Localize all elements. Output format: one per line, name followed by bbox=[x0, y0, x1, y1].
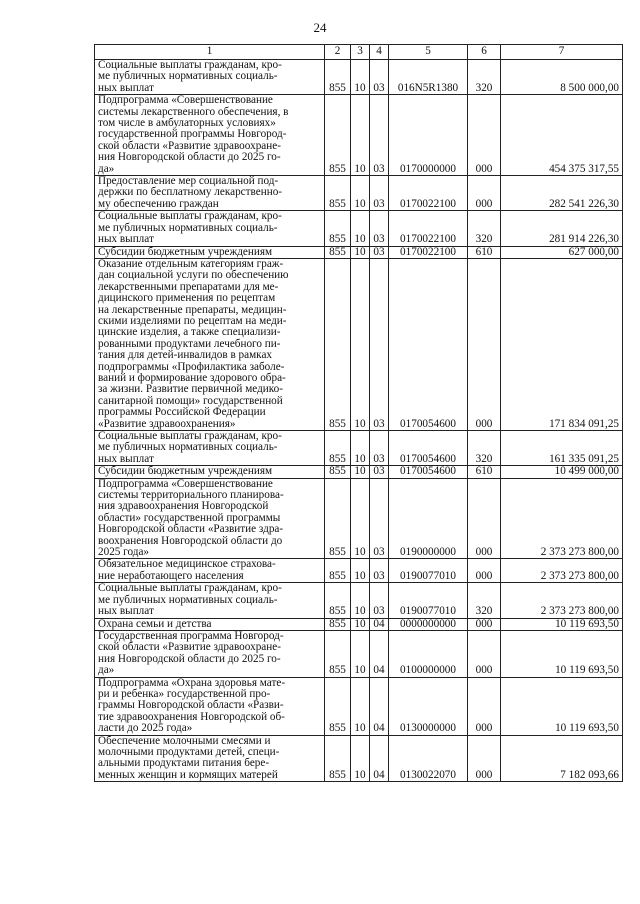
row-csr: 0100000000 bbox=[389, 630, 468, 677]
row-pr: 03 bbox=[370, 431, 389, 466]
row-name-line: ных выплат bbox=[98, 81, 154, 94]
row-sum: 10 499 000,00 bbox=[501, 466, 623, 478]
row-name bbox=[95, 246, 325, 258]
row-name-line: программы Российской Федерации bbox=[98, 406, 266, 419]
row-name-line: «Развитие здравоохранения» bbox=[98, 417, 236, 430]
row-name bbox=[95, 478, 325, 559]
row-sum: 171 834 091,25 bbox=[501, 258, 623, 430]
row-name-line: да» bbox=[98, 664, 115, 677]
row-name-line: ных выплат bbox=[98, 605, 154, 618]
row-ved: 855 bbox=[325, 735, 351, 782]
row-pr: 03 bbox=[370, 176, 389, 211]
row-name-line: Подпрограмма «Совершенствование bbox=[98, 94, 273, 107]
row-vr: 320 bbox=[468, 583, 501, 618]
row-name-line: Социальные выплаты гражданам, кро- bbox=[98, 430, 282, 442]
row-rz: 10 bbox=[351, 583, 370, 618]
row-vr: 000 bbox=[468, 630, 501, 677]
row-name-line: лекарственными препаратами для ме- bbox=[98, 280, 279, 293]
row-ved: 855 bbox=[325, 246, 351, 258]
row-csr: 0130000000 bbox=[389, 677, 468, 735]
table-row bbox=[95, 258, 623, 430]
column-header: 3 bbox=[351, 45, 370, 60]
row-sum: 8 500 000,00 bbox=[501, 60, 623, 95]
row-rz: 10 bbox=[351, 211, 370, 246]
row-name-line: Подпрограмма «Охрана здоровья мате- bbox=[98, 676, 286, 689]
row-vr: 000 bbox=[468, 618, 501, 630]
row-name-line: ме публичных нормативных социаль- bbox=[98, 221, 278, 234]
row-pr: 04 bbox=[370, 618, 389, 630]
table-row bbox=[95, 618, 623, 630]
row-name bbox=[95, 583, 325, 618]
row-name-line: альными продуктами питания бере- bbox=[98, 757, 270, 770]
row-name-line: ской области «Развитие здравоохране- bbox=[98, 139, 281, 152]
row-csr: 0000000000 bbox=[389, 618, 468, 630]
row-pr: 03 bbox=[370, 60, 389, 95]
column-header: 7 bbox=[501, 45, 623, 60]
column-header: 2 bbox=[325, 45, 351, 60]
row-csr: 0190077010 bbox=[389, 559, 468, 583]
row-name-line: ния Новгородской области до 2025 го- bbox=[98, 151, 281, 164]
row-name bbox=[95, 211, 325, 246]
row-vr: 000 bbox=[468, 677, 501, 735]
row-rz: 10 bbox=[351, 246, 370, 258]
row-sum: 10 119 693,50 bbox=[501, 618, 623, 630]
row-name-line: системы территориального планирова- bbox=[98, 489, 284, 502]
row-vr: 320 bbox=[468, 211, 501, 246]
row-name-line: Подпрограмма «Совершенствование bbox=[98, 477, 273, 490]
row-ved: 855 bbox=[325, 630, 351, 677]
row-name-line: Субсидии бюджетным учреждениям bbox=[98, 465, 273, 478]
row-pr: 03 bbox=[370, 95, 389, 176]
row-name-line: ваний и формирование здорового обра- bbox=[98, 371, 286, 384]
row-csr: 0170022100 bbox=[389, 176, 468, 211]
row-sum: 281 914 226,30 bbox=[501, 211, 623, 246]
page-number: 24 bbox=[313, 20, 327, 35]
table-row bbox=[95, 60, 623, 95]
row-name-line: держки по бесплатному лекарственно- bbox=[98, 186, 283, 199]
row-name bbox=[95, 431, 325, 466]
row-csr: 0190000000 bbox=[389, 478, 468, 559]
row-pr: 04 bbox=[370, 630, 389, 677]
row-csr: 0190077010 bbox=[389, 583, 468, 618]
row-name-line: ри и ребенка» государственной про- bbox=[98, 687, 271, 700]
table-row bbox=[95, 583, 623, 618]
table-row bbox=[95, 431, 623, 466]
row-sum: 10 119 693,50 bbox=[501, 630, 623, 677]
row-rz: 10 bbox=[351, 618, 370, 630]
row-sum: 2 373 273 800,00 bbox=[501, 583, 623, 618]
row-csr: 0170054600 bbox=[389, 431, 468, 466]
row-name-line: Оказание отдельным категориям граж- bbox=[98, 257, 284, 270]
row-name bbox=[95, 630, 325, 677]
row-name-line: рованными продуктами лечебного пи- bbox=[98, 337, 281, 350]
row-sum: 161 335 091,25 bbox=[501, 431, 623, 466]
row-name-line: Обязательное медицинское страхова- bbox=[98, 558, 276, 571]
row-name-line: системы лекарственного обеспечения, в bbox=[98, 105, 289, 118]
row-vr: 320 bbox=[468, 60, 501, 95]
row-sum: 7 182 093,66 bbox=[501, 735, 623, 782]
row-sum: 10 119 693,50 bbox=[501, 677, 623, 735]
table-row bbox=[95, 176, 623, 211]
row-name bbox=[95, 559, 325, 583]
row-csr: 0170054600 bbox=[389, 258, 468, 430]
row-name-line: Государственная программа Новгород- bbox=[98, 629, 284, 642]
row-name-line: Субсидии бюджетным учреждениям bbox=[98, 245, 273, 258]
row-name-line: да» bbox=[98, 162, 115, 175]
column-header: 4 bbox=[370, 45, 389, 60]
row-name-line: за жизни. Развитие первичной медико- bbox=[98, 383, 283, 396]
row-csr: 0170022100 bbox=[389, 211, 468, 246]
row-name-line: ласти до 2025 года» bbox=[98, 722, 193, 735]
row-pr: 03 bbox=[370, 583, 389, 618]
row-name-line: Новгородской области «Развитие здра- bbox=[98, 523, 284, 536]
row-name-line: менных женщин и кормящих матерей bbox=[98, 768, 278, 781]
row-pr: 03 bbox=[370, 478, 389, 559]
row-name-line: му обеспечению граждан bbox=[98, 197, 219, 210]
table-row bbox=[95, 246, 623, 258]
row-rz: 10 bbox=[351, 466, 370, 478]
row-rz: 10 bbox=[351, 60, 370, 95]
row-csr: 0170000000 bbox=[389, 95, 468, 176]
row-vr: 000 bbox=[468, 95, 501, 176]
row-ved: 855 bbox=[325, 211, 351, 246]
column-header: 5 bbox=[389, 45, 468, 60]
row-name-line: ных выплат bbox=[98, 233, 154, 246]
row-name-line: Предоставление мер социальной под- bbox=[98, 175, 279, 188]
row-ved: 855 bbox=[325, 60, 351, 95]
row-vr: 000 bbox=[468, 478, 501, 559]
row-name bbox=[95, 176, 325, 211]
row-name-line: области» государственной программы bbox=[98, 511, 281, 524]
row-ved: 855 bbox=[325, 258, 351, 430]
row-rz: 10 bbox=[351, 630, 370, 677]
row-vr: 000 bbox=[468, 559, 501, 583]
row-name-line: тие здравоохранения Новгородской об- bbox=[98, 710, 285, 723]
table-row bbox=[95, 677, 623, 735]
row-sum: 2 373 273 800,00 bbox=[501, 478, 623, 559]
row-name-line: дан социальной услуги по обеспечению bbox=[98, 269, 289, 282]
row-name-line: Охрана семьи и детства bbox=[98, 617, 212, 630]
row-name-line: ме публичных нормативных социаль- bbox=[98, 441, 278, 454]
row-ved: 855 bbox=[325, 466, 351, 478]
row-rz: 10 bbox=[351, 559, 370, 583]
budget-table bbox=[94, 44, 623, 782]
row-pr: 03 bbox=[370, 211, 389, 246]
row-pr: 04 bbox=[370, 735, 389, 782]
row-ved: 855 bbox=[325, 559, 351, 583]
row-name-line: ской области «Развитие здравоохране- bbox=[98, 641, 281, 654]
row-vr: 610 bbox=[468, 246, 501, 258]
row-name bbox=[95, 60, 325, 95]
row-ved: 855 bbox=[325, 618, 351, 630]
row-name-line: ния Новгородской области до 2025 го- bbox=[98, 652, 281, 665]
row-ved: 855 bbox=[325, 431, 351, 466]
row-ved: 855 bbox=[325, 583, 351, 618]
row-pr: 03 bbox=[370, 258, 389, 430]
row-name-line: государственной программы Новгород- bbox=[98, 128, 287, 141]
table-row bbox=[95, 559, 623, 583]
table-header-row bbox=[95, 45, 623, 60]
row-name bbox=[95, 466, 325, 478]
table-row bbox=[95, 478, 623, 559]
row-name bbox=[95, 95, 325, 176]
row-csr: 0130022070 bbox=[389, 735, 468, 782]
row-rz: 10 bbox=[351, 677, 370, 735]
row-ved: 855 bbox=[325, 95, 351, 176]
row-rz: 10 bbox=[351, 478, 370, 559]
column-header: 6 bbox=[468, 45, 501, 60]
row-name-line: цинские изделия, а также специализи- bbox=[98, 326, 281, 339]
row-rz: 10 bbox=[351, 431, 370, 466]
row-name-line: тания для детей-инвалидов в рамках bbox=[98, 349, 273, 362]
row-name-line: ме публичных нормативных социаль- bbox=[98, 593, 278, 606]
row-name-line: граммы Новгородской области «Разви- bbox=[98, 699, 284, 712]
row-sum: 627 000,00 bbox=[501, 246, 623, 258]
row-name-line: молочными продуктами детей, специ- bbox=[98, 745, 280, 758]
row-csr: 0170022100 bbox=[389, 246, 468, 258]
row-name-line: ние неработающего населения bbox=[98, 569, 244, 582]
row-vr: 000 bbox=[468, 735, 501, 782]
row-csr: 016N5R1380 bbox=[389, 60, 468, 95]
table-row bbox=[95, 630, 623, 677]
row-name-line: 2025 года» bbox=[98, 546, 150, 559]
row-pr: 04 bbox=[370, 677, 389, 735]
row-sum: 454 375 317,55 bbox=[501, 95, 623, 176]
row-vr: 000 bbox=[468, 176, 501, 211]
column-header: 1 bbox=[95, 45, 325, 60]
row-rz: 10 bbox=[351, 258, 370, 430]
row-pr: 03 bbox=[370, 466, 389, 478]
row-ved: 855 bbox=[325, 176, 351, 211]
row-rz: 10 bbox=[351, 176, 370, 211]
row-name-line: ных выплат bbox=[98, 452, 154, 465]
row-name bbox=[95, 618, 325, 630]
row-name-line: скими изделиями по рецептам на меди- bbox=[98, 314, 287, 327]
row-vr: 320 bbox=[468, 431, 501, 466]
row-sum: 2 373 273 800,00 bbox=[501, 559, 623, 583]
row-name-line: воохранения Новгородской области до bbox=[98, 534, 283, 547]
row-pr: 03 bbox=[370, 246, 389, 258]
row-name-line: ния здравоохранения Новгородской bbox=[98, 500, 269, 513]
row-vr: 610 bbox=[468, 466, 501, 478]
row-ved: 855 bbox=[325, 677, 351, 735]
row-name-line: Социальные выплаты гражданам, кро- bbox=[98, 59, 282, 71]
row-name bbox=[95, 677, 325, 735]
row-name-line: санитарной помощи» государственной bbox=[98, 394, 283, 407]
row-ved: 855 bbox=[325, 478, 351, 559]
row-name-line: ме публичных нормативных социаль- bbox=[98, 70, 278, 83]
table-row bbox=[95, 95, 623, 176]
row-rz: 10 bbox=[351, 95, 370, 176]
row-name bbox=[95, 258, 325, 430]
row-sum: 282 541 226,30 bbox=[501, 176, 623, 211]
row-rz: 10 bbox=[351, 735, 370, 782]
row-vr: 000 bbox=[468, 258, 501, 430]
row-name-line: Социальные выплаты гражданам, кро- bbox=[98, 582, 282, 595]
row-name-line: подпрограммы «Профилактика заболе- bbox=[98, 360, 285, 373]
table-row bbox=[95, 735, 623, 782]
table-row bbox=[95, 466, 623, 478]
row-pr: 03 bbox=[370, 559, 389, 583]
row-name-line: Социальные выплаты гражданам, кро- bbox=[98, 210, 282, 223]
row-name-line: на лекарственные препараты, медицин- bbox=[98, 303, 287, 316]
row-name-line: том числе в амбулаторных условиях» bbox=[98, 117, 276, 130]
row-name-line: Обеспечение молочными смесями и bbox=[98, 734, 271, 747]
row-csr: 0170054600 bbox=[389, 466, 468, 478]
row-name bbox=[95, 735, 325, 782]
table-row bbox=[95, 211, 623, 246]
row-name-line: дицинского применения по рецептам bbox=[98, 292, 276, 305]
